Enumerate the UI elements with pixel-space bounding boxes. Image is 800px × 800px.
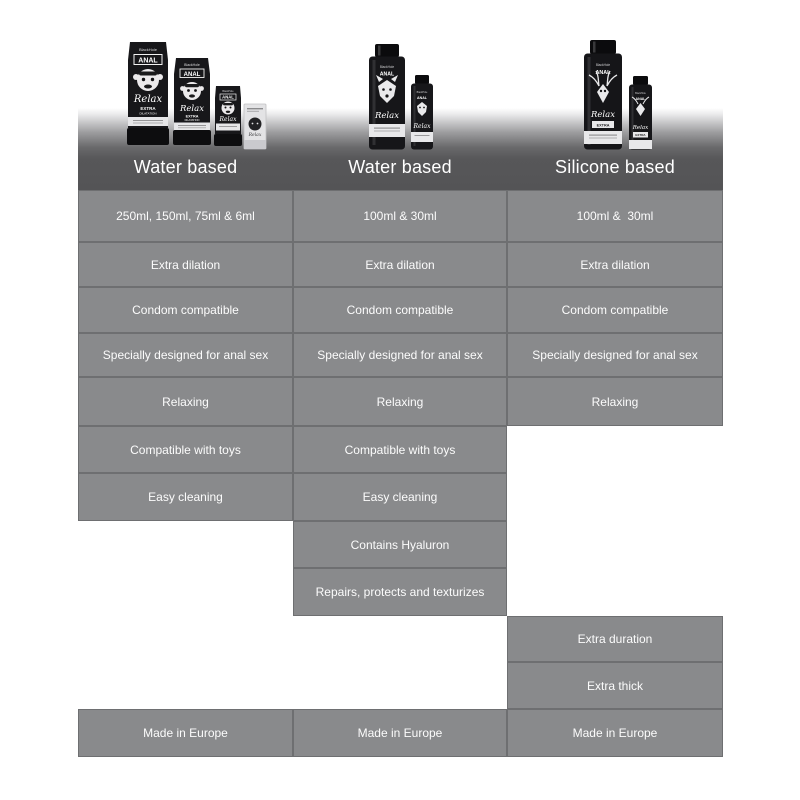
column-header-silicone-based: Silicone based [555, 156, 675, 177]
extra-label: EXTRA [185, 114, 199, 119]
product-title: ANAL [138, 57, 158, 65]
product-image-silicone-bottles [580, 40, 660, 157]
col3-sizes-cell: 100ml & 30ml [507, 190, 723, 242]
column-header-water-based-tubes: Water based [133, 156, 238, 177]
script-label: Relax [133, 94, 163, 105]
col1-feature-specially-designed: Specially designed for anal sex [78, 333, 293, 377]
col3-feature-extra-dilation: Extra dilation [507, 242, 723, 287]
col3-feature-condom-compatible: Condom compatible [507, 287, 723, 333]
col1-feature-condom-compatible: Condom compatible [78, 287, 293, 333]
col2-feature-repairs-protects: Repairs, protects and texturizes [293, 568, 507, 616]
dilatation-label: DILATATION [184, 119, 200, 122]
bottle-icon-small [411, 75, 433, 150]
col1-feature-relaxing: Relaxing [78, 377, 293, 426]
sachet-icon [244, 104, 266, 149]
col1-feature-easy-cleaning: Easy cleaning [78, 473, 293, 521]
col3-footer-made-in-europe: Made in Europe [507, 709, 723, 757]
col3-feature-relaxing: Relaxing [507, 377, 723, 426]
tube-icon-small [214, 86, 242, 146]
col2-feature-extra-dilation: Extra dilation [293, 242, 507, 287]
extra-label: EXTRA [635, 133, 646, 138]
col2-feature-contains-hyaluron: Contains Hyaluron [293, 521, 507, 568]
brand-label: BlackHole [416, 91, 428, 94]
product-image-water-bottles [360, 44, 436, 157]
script-label: Relax [219, 116, 237, 123]
product-title: ANAL [379, 71, 395, 78]
product-image-water-tubes [116, 38, 268, 157]
brand-label: BlackHole [595, 63, 611, 67]
bottle-icon-large [584, 40, 622, 150]
brand-label: BlackHole [184, 63, 200, 67]
col2-feature-condom-compatible: Condom compatible [293, 287, 507, 333]
col3-feature-specially-designed: Specially designed for anal sex [507, 333, 723, 377]
col2-feature-specially-designed: Specially designed for anal sex [293, 333, 507, 377]
gorilla-icon [222, 102, 235, 115]
col3-feature-extra-thick: Extra thick [507, 662, 723, 709]
product-title: ANAL [595, 70, 611, 76]
col2-footer-made-in-europe: Made in Europe [293, 709, 507, 757]
column-header-water-based-bottles: Water based [348, 156, 452, 177]
product-title: ANAL [417, 96, 427, 100]
col2-feature-relaxing: Relaxing [293, 377, 507, 426]
script-label: Relax [413, 123, 431, 130]
gorilla-icon [249, 118, 262, 131]
brand-label: BlackHole [635, 92, 646, 95]
col1-footer-made-in-europe: Made in Europe [78, 709, 293, 757]
brand-label: BlackHole [222, 90, 234, 93]
product-title: ANAL [635, 97, 646, 101]
script-label: Relax [248, 133, 262, 138]
bottle-icon-large [369, 44, 405, 150]
script-label: Relax [632, 125, 649, 131]
col1-feature-compatible-with-toys: Compatible with toys [78, 426, 293, 473]
col1-feature-extra-dilation: Extra dilation [78, 242, 293, 287]
extra-label: EXTRA [140, 106, 156, 111]
col2-sizes-cell: 100ml & 30ml [293, 190, 507, 242]
col2-feature-easy-cleaning: Easy cleaning [293, 473, 507, 521]
script-label: Relax [374, 111, 400, 121]
script-label: Relax [590, 110, 616, 120]
col3-feature-extra-duration: Extra duration [507, 616, 723, 662]
tube-icon-medium [173, 58, 211, 145]
brand-label: BlackHole [138, 47, 158, 52]
script-label: Relax [179, 104, 205, 114]
product-title: ANAL [222, 94, 234, 100]
col1-sizes-cell: 250ml, 150ml, 75ml & 6ml [78, 190, 293, 242]
brand-label: BlackHole [379, 65, 395, 69]
dilatation-label: DILATATION [139, 111, 157, 116]
col2-feature-compatible-with-toys: Compatible with toys [293, 426, 507, 473]
product-title: ANAL [183, 72, 201, 78]
tube-icon-large [127, 42, 169, 145]
extra-label: EXTRA [596, 123, 610, 128]
bottle-icon-small [629, 76, 652, 150]
